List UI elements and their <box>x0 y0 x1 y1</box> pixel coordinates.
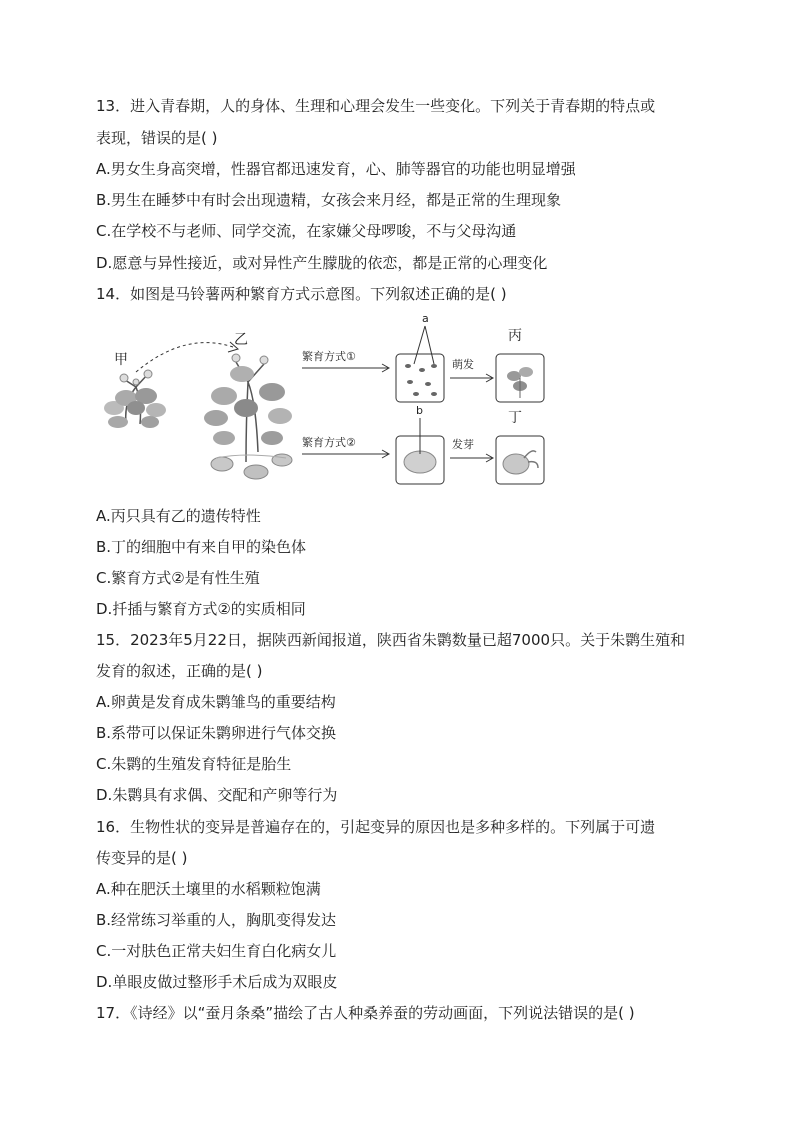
q16-stem: 16．生物性状的变异是普遍存在的，引起变异的原因也是多种多样的。下列属于可遗 <box>96 818 656 836</box>
q13-option-d[interactable]: D.愿意与异性接近，或对异性产生朦胧的依恋，都是正常的心理变化 <box>96 254 548 272</box>
q13-stem: 13．进入青春期，人的身体、生理和心理会发生一些变化。下列关于青春期的特点或 <box>96 97 656 115</box>
q16-option-a[interactable]: A.种在肥沃土壤里的水稻颗粒饱满 <box>96 880 321 898</box>
q13-option-b[interactable]: B.男生在睡梦中有时会出现遗精，女孩会来月经，都是正常的生理现象 <box>96 191 562 209</box>
q15-stem: 15．2023年5月22日，据陕西新闻报道，陕西省朱鹮数量已超7000只。关于朱鹮生殖和 <box>96 631 686 649</box>
label-method-1: 繁育方式① <box>302 350 356 363</box>
q16-option-b[interactable]: B.经常练习举重的人，胸肌变得发达 <box>96 911 337 929</box>
label-sprout-1: 萌发 <box>452 358 474 371</box>
plant-jia-illustration <box>104 370 166 428</box>
q15-option-d[interactable]: D.朱鹮具有求偶、交配和产卵等行为 <box>96 786 338 804</box>
label-ding: 丁 <box>508 410 522 426</box>
label-method-2: 繁育方式② <box>302 436 356 449</box>
q15-option-a[interactable]: A.卵黄是发育成朱鹮雏鸟的重要结构 <box>96 693 336 711</box>
q14-option-b[interactable]: B.丁的细胞中有来自甲的染色体 <box>96 538 307 556</box>
q13-option-c[interactable]: C.在学校不与老师、同学交流，在家嫌父母啰唆，不与父母沟通 <box>96 222 517 240</box>
q14-option-a[interactable]: A.丙只具有乙的遗传特性 <box>96 507 261 525</box>
label-a: a <box>422 312 429 325</box>
q15-option-b[interactable]: B.系带可以保证朱鹮卵进行气体交换 <box>96 724 337 742</box>
q16-option-c[interactable]: C.一对肤色正常夫妇生育白化病女儿 <box>96 942 337 960</box>
potato-reproduction-figure <box>96 312 556 492</box>
label-jia: 甲 <box>114 352 128 368</box>
label-yi: 乙 <box>234 332 248 348</box>
label-b: b <box>416 404 423 417</box>
q16-stem-cont: 传变异的是( ) <box>96 849 188 867</box>
q14-stem: 14．如图是马铃薯两种繁育方式示意图。下列叙述正确的是( ) <box>96 285 507 303</box>
q14-option-d[interactable]: D.扦插与繁育方式②的实质相同 <box>96 600 306 618</box>
q14-option-c[interactable]: C.繁育方式②是有性生殖 <box>96 569 260 587</box>
label-bing: 丙 <box>508 328 522 344</box>
plant-yi-illustration <box>204 354 292 479</box>
q13-stem-cont: 表现，错误的是( ) <box>96 129 218 147</box>
q15-stem-cont: 发育的叙述，正确的是( ) <box>96 662 263 680</box>
label-sprout-2: 发芽 <box>452 438 474 451</box>
q13-option-a[interactable]: A.男女生身高突增，性器官都迅速发育，心、肺等器官的功能也明显增强 <box>96 160 576 178</box>
q16-option-d[interactable]: D.单眼皮做过整形手术后成为双眼皮 <box>96 973 338 991</box>
q17-stem: 17．《诗经》以“蚕月条桑”描绘了古人种桑养蚕的劳动画面，下列说法错误的是( ) <box>96 1004 635 1022</box>
q15-option-c[interactable]: C.朱鹮的生殖发育特征是胎生 <box>96 755 292 773</box>
